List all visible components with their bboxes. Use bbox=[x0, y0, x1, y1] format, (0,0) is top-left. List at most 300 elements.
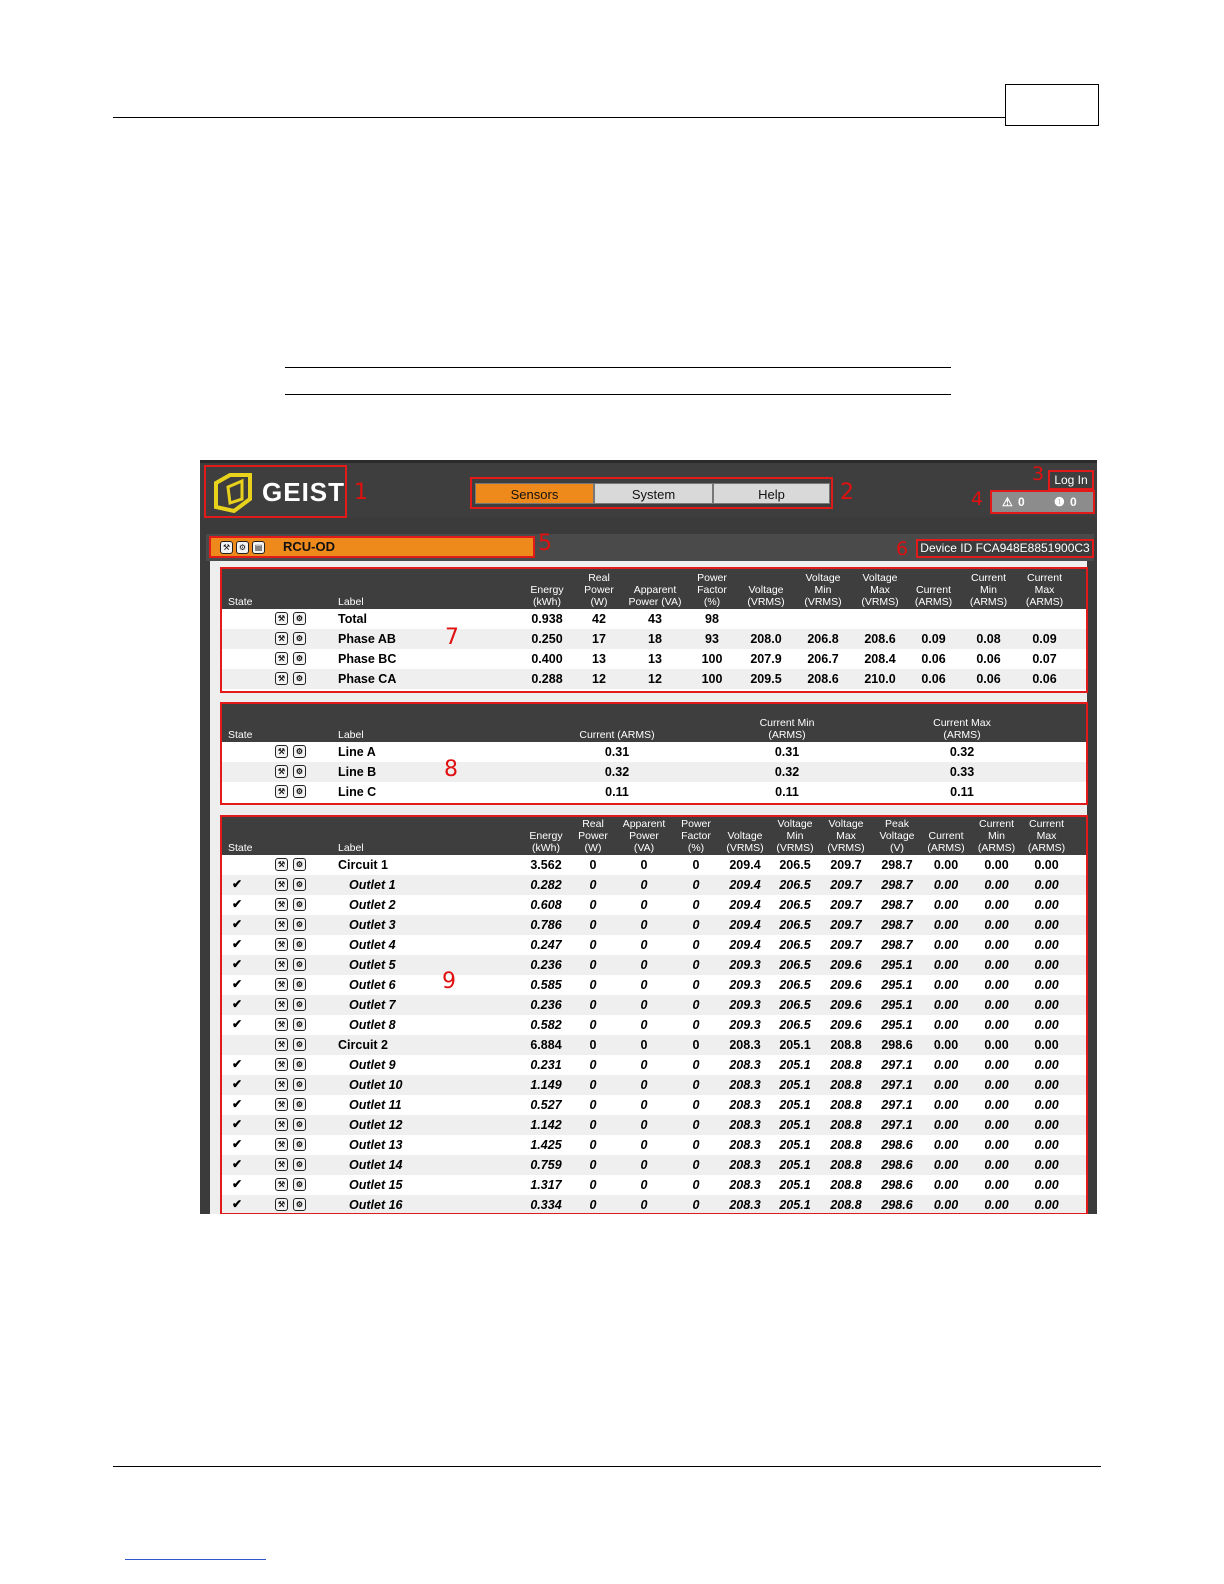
table-row bbox=[222, 915, 1086, 935]
value-cell: 205.1 bbox=[779, 1138, 811, 1152]
column-header: Voltage Max (VRMS) bbox=[827, 818, 865, 854]
value-cell: 0 bbox=[589, 918, 597, 932]
value-cell: 298.6 bbox=[881, 1158, 913, 1172]
value-cell: 0 bbox=[692, 1078, 700, 1092]
value-cell: 0.00 bbox=[984, 1078, 1009, 1092]
gear-icon[interactable]: ⚙ bbox=[293, 1158, 306, 1171]
value-cell: 0 bbox=[692, 958, 700, 972]
wrench-icon[interactable]: ⚒ bbox=[275, 632, 288, 645]
row-label: Phase AB bbox=[338, 632, 396, 646]
column-header: Energy (kWh) bbox=[529, 830, 563, 854]
gear-icon[interactable]: ⚙ bbox=[293, 1098, 306, 1111]
gear-icon[interactable]: ⚙ bbox=[293, 858, 306, 871]
column-header: Power Factor (%) bbox=[697, 572, 727, 608]
row-label: Line C bbox=[338, 785, 377, 799]
table-row bbox=[222, 1135, 1086, 1155]
value-cell: 208.8 bbox=[830, 1118, 862, 1132]
wrench-icon[interactable]: ⚒ bbox=[275, 765, 288, 778]
value-cell: 42 bbox=[592, 612, 606, 626]
gear-icon[interactable]: ⚙ bbox=[293, 652, 306, 665]
wrench-icon[interactable]: ⚒ bbox=[275, 1118, 288, 1131]
value-cell: 209.3 bbox=[729, 1018, 761, 1032]
value-cell: 0 bbox=[589, 1158, 597, 1172]
header-rule bbox=[113, 117, 1006, 118]
row-label: Outlet 3 bbox=[349, 918, 396, 932]
value-cell: 298.6 bbox=[881, 1038, 913, 1052]
value-cell: 0.31 bbox=[604, 745, 630, 759]
row-label: Phase BC bbox=[338, 652, 397, 666]
value-cell: 0.00 bbox=[933, 1058, 959, 1072]
value-cell: 209.3 bbox=[729, 978, 761, 992]
gear-icon[interactable]: ⚙ bbox=[293, 958, 306, 971]
device-id: Device ID FCA948E8851900C3 bbox=[916, 539, 1094, 558]
gear-icon[interactable]: ⚙ bbox=[293, 898, 306, 911]
value-cell: 209.7 bbox=[830, 858, 862, 872]
value-cell: 0.00 bbox=[933, 858, 959, 872]
value-cell: 210.0 bbox=[864, 672, 896, 686]
value-cell: 208.3 bbox=[729, 1038, 761, 1052]
table-row bbox=[222, 1155, 1086, 1175]
value-cell: 298.6 bbox=[881, 1138, 913, 1152]
value-cell: 0.247 bbox=[530, 938, 562, 952]
table-row bbox=[222, 855, 1086, 875]
value-cell: 205.1 bbox=[779, 1118, 811, 1132]
value-cell: 0 bbox=[589, 1118, 597, 1132]
row-label: Outlet 16 bbox=[349, 1198, 403, 1212]
value-cell: 18 bbox=[648, 632, 662, 646]
value-cell: 205.1 bbox=[779, 1038, 811, 1052]
value-cell: 206.8 bbox=[807, 632, 839, 646]
value-cell: 0.00 bbox=[933, 878, 959, 892]
value-cell: 0 bbox=[692, 1178, 700, 1192]
value-cell: 0.00 bbox=[933, 1178, 959, 1192]
gear-icon[interactable]: ⚙ bbox=[293, 1198, 306, 1211]
value-cell: 208.3 bbox=[729, 1158, 761, 1172]
check-icon: ✔ bbox=[232, 1097, 243, 1111]
value-cell: 0 bbox=[640, 1178, 648, 1192]
value-cell: 0.00 bbox=[1034, 918, 1059, 932]
value-cell: 295.1 bbox=[881, 958, 913, 972]
gear-icon[interactable]: ⚙ bbox=[293, 1058, 306, 1071]
value-cell: 0 bbox=[640, 898, 648, 912]
wrench-icon[interactable]: ⚒ bbox=[275, 612, 288, 625]
value-cell: 0.00 bbox=[1034, 938, 1059, 952]
value-cell: 0 bbox=[692, 938, 700, 952]
value-cell: 209.4 bbox=[729, 858, 761, 872]
value-cell: 0.00 bbox=[984, 1138, 1009, 1152]
value-cell: 0 bbox=[589, 898, 597, 912]
gear-icon[interactable]: ⚙ bbox=[293, 1078, 306, 1091]
column-header: Energy (kWh) bbox=[530, 584, 564, 608]
tab-sensors[interactable]: Sensors bbox=[475, 483, 594, 504]
value-cell: 298.7 bbox=[881, 878, 913, 892]
value-cell: 205.1 bbox=[779, 1178, 811, 1192]
tab-help[interactable]: Help bbox=[713, 483, 830, 504]
column-header: Label bbox=[338, 842, 364, 854]
wrench-icon[interactable]: ⚒ bbox=[275, 652, 288, 665]
table-row bbox=[222, 1055, 1086, 1075]
value-cell: 0.06 bbox=[921, 672, 946, 686]
table-row bbox=[222, 1095, 1086, 1115]
value-cell: 0.08 bbox=[976, 632, 1001, 646]
column-header: Current (ARMS) bbox=[914, 584, 953, 608]
value-cell: 0.07 bbox=[1032, 652, 1057, 666]
value-cell: 0.32 bbox=[604, 765, 630, 779]
footer-link-underline bbox=[125, 1559, 266, 1560]
gear-icon[interactable]: ⚙ bbox=[293, 632, 306, 645]
value-cell: 297.1 bbox=[881, 1058, 913, 1072]
value-cell: 0 bbox=[640, 1118, 648, 1132]
value-cell: 0 bbox=[640, 878, 648, 892]
wrench-icon[interactable]: ⚒ bbox=[275, 858, 288, 871]
value-cell: 0.00 bbox=[984, 958, 1009, 972]
gear-icon[interactable]: ⚙ bbox=[293, 612, 306, 625]
value-cell: 297.1 bbox=[881, 1118, 913, 1132]
value-cell: 208.3 bbox=[729, 1078, 761, 1092]
value-cell: 0.582 bbox=[530, 1018, 562, 1032]
value-cell: 0 bbox=[692, 1158, 700, 1172]
gear-icon[interactable]: ⚙ bbox=[293, 938, 306, 951]
value-cell: 298.7 bbox=[881, 858, 913, 872]
column-header: Apparent Power (VA) bbox=[628, 584, 682, 608]
value-cell: 0 bbox=[589, 958, 597, 972]
table-row bbox=[222, 782, 1086, 802]
value-cell: 297.1 bbox=[881, 1078, 913, 1092]
value-cell: 205.1 bbox=[779, 1198, 811, 1212]
row-label: Outlet 13 bbox=[349, 1138, 403, 1152]
column-header: Voltage Min (VRMS) bbox=[776, 818, 814, 854]
value-cell: 13 bbox=[648, 652, 662, 666]
row-label: Circuit 2 bbox=[338, 1038, 389, 1052]
table-row bbox=[222, 649, 1086, 669]
value-cell: 208.3 bbox=[729, 1198, 761, 1212]
value-cell: 0 bbox=[640, 938, 648, 952]
value-cell: 0 bbox=[692, 898, 700, 912]
gear-icon[interactable]: ⚙ bbox=[293, 1118, 306, 1131]
table-row bbox=[222, 609, 1086, 629]
gear-icon[interactable]: ⚙ bbox=[293, 1178, 306, 1191]
value-cell: 295.1 bbox=[881, 1018, 913, 1032]
value-cell: 0.33 bbox=[949, 765, 975, 779]
wrench-icon[interactable]: ⚒ bbox=[275, 672, 288, 685]
check-icon: ✔ bbox=[232, 1157, 243, 1171]
value-cell: 0.00 bbox=[933, 978, 959, 992]
trash-icon[interactable]: ▤ bbox=[252, 541, 265, 554]
value-cell: 0.31 bbox=[774, 745, 800, 759]
warning-count: 0 bbox=[1018, 495, 1025, 509]
value-cell: 0 bbox=[589, 878, 597, 892]
value-cell: 0.00 bbox=[1034, 1158, 1059, 1172]
table-row bbox=[222, 975, 1086, 995]
logo-text: GEIST bbox=[262, 477, 346, 507]
gear-icon[interactable]: ⚙ bbox=[293, 1038, 306, 1051]
login-button[interactable]: Log In bbox=[1048, 470, 1094, 490]
value-cell: 1.142 bbox=[530, 1118, 562, 1132]
value-cell: 0.00 bbox=[984, 1038, 1009, 1052]
value-cell: 208.3 bbox=[729, 1098, 761, 1112]
value-cell: 0.11 bbox=[950, 785, 974, 799]
value-cell: 0.00 bbox=[933, 1018, 959, 1032]
wrench-icon[interactable]: ⚒ bbox=[275, 918, 288, 931]
line-table bbox=[220, 702, 1088, 805]
value-cell: 0.32 bbox=[774, 765, 800, 779]
value-cell: 0.236 bbox=[530, 958, 562, 972]
caption-rule-bottom bbox=[285, 394, 951, 395]
table-row bbox=[222, 762, 1086, 782]
gear-icon[interactable]: ⚙ bbox=[293, 1138, 306, 1151]
value-cell: 206.5 bbox=[779, 938, 811, 952]
value-cell: 0.09 bbox=[1032, 632, 1057, 646]
value-cell: 0.236 bbox=[530, 998, 562, 1012]
table-row bbox=[222, 629, 1086, 649]
value-cell: 206.5 bbox=[779, 858, 811, 872]
value-cell: 209.7 bbox=[830, 898, 862, 912]
value-cell: 0.527 bbox=[530, 1098, 562, 1112]
wrench-icon[interactable]: ⚒ bbox=[275, 1038, 288, 1051]
gear-icon[interactable]: ⚙ bbox=[293, 785, 306, 798]
value-cell: 0.00 bbox=[1034, 1018, 1059, 1032]
value-cell: 208.3 bbox=[729, 1138, 761, 1152]
check-icon: ✔ bbox=[232, 977, 243, 991]
value-cell: 0.00 bbox=[933, 998, 959, 1012]
gear-icon[interactable]: ⚙ bbox=[293, 878, 306, 891]
alarm-icon: ❶ bbox=[1054, 495, 1065, 509]
value-cell: 3.562 bbox=[530, 858, 562, 872]
value-cell: 208.8 bbox=[830, 1178, 862, 1192]
value-cell: 17 bbox=[592, 632, 606, 646]
column-header: Peak Voltage (V) bbox=[879, 818, 915, 854]
row-label: Outlet 10 bbox=[349, 1078, 403, 1092]
value-cell: 0.231 bbox=[530, 1058, 562, 1072]
value-cell: 298.7 bbox=[881, 938, 913, 952]
geist-ui-screenshot bbox=[200, 460, 1097, 1214]
row-label: Outlet 11 bbox=[349, 1098, 402, 1112]
value-cell: 100 bbox=[701, 652, 723, 666]
gear-icon[interactable]: ⚙ bbox=[293, 1018, 306, 1031]
value-cell: 0 bbox=[640, 958, 648, 972]
value-cell: 205.1 bbox=[779, 1058, 811, 1072]
row-label: Line B bbox=[338, 765, 377, 779]
device-name: RCU-OD bbox=[283, 539, 335, 554]
callout-8: 8 bbox=[444, 757, 458, 782]
gear-icon[interactable]: ⚙ bbox=[293, 998, 306, 1011]
column-header: Current Max (ARMS) bbox=[933, 717, 991, 741]
value-cell: 208.8 bbox=[830, 1038, 862, 1052]
wrench-icon[interactable]: ⚒ bbox=[275, 1058, 288, 1071]
value-cell: 0.250 bbox=[531, 632, 563, 646]
value-cell: 0.00 bbox=[1034, 978, 1059, 992]
column-header: Current Min (ARMS) bbox=[977, 818, 1016, 854]
value-cell: 0.608 bbox=[530, 898, 562, 912]
value-cell: 0 bbox=[589, 1178, 597, 1192]
value-cell: 12 bbox=[592, 672, 606, 686]
check-icon: ✔ bbox=[232, 897, 243, 911]
table-row bbox=[222, 1195, 1086, 1214]
value-cell: 0.00 bbox=[984, 938, 1009, 952]
value-cell: 206.7 bbox=[807, 652, 839, 666]
wrench-icon[interactable]: ⚒ bbox=[275, 1178, 288, 1191]
row-label: Total bbox=[338, 612, 367, 626]
value-cell: 0.00 bbox=[984, 1058, 1009, 1072]
value-cell: 0.288 bbox=[531, 672, 563, 686]
value-cell: 208.8 bbox=[830, 1198, 862, 1212]
wrench-icon[interactable]: ⚒ bbox=[275, 878, 288, 891]
alarm-count: 0 bbox=[1070, 495, 1077, 509]
value-cell: 0.00 bbox=[933, 1198, 959, 1212]
callout-3: 3 bbox=[1032, 463, 1045, 485]
wrench-icon[interactable]: ⚒ bbox=[220, 541, 233, 554]
value-cell: 209.4 bbox=[729, 878, 761, 892]
column-header: State bbox=[228, 596, 253, 608]
wrench-icon[interactable]: ⚒ bbox=[275, 1078, 288, 1091]
value-cell: 1.425 bbox=[530, 1138, 562, 1152]
column-header: State bbox=[228, 729, 253, 741]
row-label: Line A bbox=[338, 745, 376, 759]
value-cell: 0 bbox=[692, 878, 700, 892]
warning-icon: ⚠ bbox=[1002, 495, 1013, 509]
nav-tabs bbox=[470, 477, 833, 509]
column-header: Current Min (ARMS) bbox=[759, 717, 815, 741]
table-row bbox=[222, 895, 1086, 915]
value-cell: 0.00 bbox=[1034, 898, 1059, 912]
row-label: Phase CA bbox=[338, 672, 397, 686]
value-cell: 0 bbox=[692, 1198, 700, 1212]
logo[interactable] bbox=[204, 465, 347, 518]
value-cell: 0.00 bbox=[933, 1078, 959, 1092]
value-cell: 6.884 bbox=[530, 1038, 562, 1052]
check-icon: ✔ bbox=[232, 997, 243, 1011]
wrench-icon[interactable]: ⚒ bbox=[275, 898, 288, 911]
wrench-icon[interactable]: ⚒ bbox=[275, 1138, 288, 1151]
value-cell: 209.6 bbox=[830, 958, 862, 972]
row-label: Outlet 8 bbox=[349, 1018, 396, 1032]
value-cell: 208.3 bbox=[729, 1178, 761, 1192]
table-row bbox=[222, 935, 1086, 955]
table-header bbox=[222, 817, 1086, 855]
row-label: Outlet 9 bbox=[349, 1058, 396, 1072]
value-cell: 0 bbox=[640, 1158, 648, 1172]
value-cell: 208.3 bbox=[729, 1058, 761, 1072]
value-cell: 295.1 bbox=[881, 998, 913, 1012]
table-row bbox=[222, 742, 1086, 762]
wrench-icon[interactable]: ⚒ bbox=[275, 1198, 288, 1211]
value-cell: 0 bbox=[640, 1098, 648, 1112]
value-cell: 208.4 bbox=[864, 652, 896, 666]
value-cell: 0.00 bbox=[1034, 1078, 1059, 1092]
gear-icon[interactable]: ⚙ bbox=[293, 765, 306, 778]
value-cell: 206.5 bbox=[779, 878, 811, 892]
value-cell: 0 bbox=[640, 1018, 648, 1032]
column-header: Current Min (ARMS) bbox=[969, 572, 1008, 608]
column-header: Power Factor (%) bbox=[681, 818, 711, 854]
value-cell: 206.5 bbox=[779, 998, 811, 1012]
value-cell: 208.8 bbox=[830, 1078, 862, 1092]
value-cell: 0.00 bbox=[933, 1038, 959, 1052]
column-header: Current Max (ARMS) bbox=[1025, 572, 1064, 608]
value-cell: 209.6 bbox=[830, 1018, 862, 1032]
value-cell: 0.400 bbox=[531, 652, 563, 666]
value-cell: 208.8 bbox=[830, 1138, 862, 1152]
value-cell: 298.7 bbox=[881, 898, 913, 912]
column-header: Current Max (ARMS) bbox=[1027, 818, 1066, 854]
row-label: Circuit 1 bbox=[338, 858, 389, 872]
value-cell: 208.3 bbox=[729, 1118, 761, 1132]
value-cell: 208.0 bbox=[750, 632, 782, 646]
value-cell: 0.282 bbox=[530, 878, 562, 892]
sensor-panel bbox=[210, 561, 1087, 1214]
value-cell: 0.00 bbox=[1034, 1178, 1059, 1192]
callout-2: 2 bbox=[840, 480, 854, 505]
caption-rule-top bbox=[285, 367, 951, 368]
value-cell: 0 bbox=[692, 858, 700, 872]
value-cell: 209.7 bbox=[830, 878, 862, 892]
alert-counters[interactable] bbox=[990, 490, 1095, 514]
value-cell: 0 bbox=[589, 1058, 597, 1072]
row-label: Outlet 14 bbox=[349, 1158, 403, 1172]
gear-icon[interactable]: ⚙ bbox=[293, 745, 306, 758]
value-cell: 0.00 bbox=[933, 898, 959, 912]
column-header: Apparent Power (VA) bbox=[622, 818, 666, 854]
value-cell: 205.1 bbox=[779, 1098, 811, 1112]
value-cell: 209.5 bbox=[750, 672, 782, 686]
wrench-icon[interactable]: ⚒ bbox=[275, 745, 288, 758]
value-cell: 0.00 bbox=[1034, 878, 1059, 892]
wrench-icon[interactable]: ⚒ bbox=[275, 998, 288, 1011]
gear-icon[interactable]: ⚙ bbox=[236, 541, 249, 554]
value-cell: 0.09 bbox=[921, 632, 946, 646]
column-header: Current (ARMS) bbox=[927, 830, 965, 854]
value-cell: 0.00 bbox=[933, 1098, 959, 1112]
value-cell: 0.06 bbox=[1032, 672, 1057, 686]
wrench-icon[interactable]: ⚒ bbox=[275, 958, 288, 971]
value-cell: 206.5 bbox=[779, 958, 811, 972]
row-label: Outlet 2 bbox=[349, 898, 396, 912]
gear-icon[interactable]: ⚙ bbox=[293, 672, 306, 685]
wrench-icon[interactable]: ⚒ bbox=[275, 1018, 288, 1031]
gear-icon[interactable]: ⚙ bbox=[293, 918, 306, 931]
value-cell: 98 bbox=[705, 612, 719, 626]
wrench-icon[interactable]: ⚒ bbox=[275, 938, 288, 951]
value-cell: 0.938 bbox=[531, 612, 563, 626]
value-cell: 1.149 bbox=[530, 1078, 562, 1092]
wrench-icon[interactable]: ⚒ bbox=[275, 978, 288, 991]
tab-system[interactable]: System bbox=[594, 483, 713, 504]
value-cell: 0.06 bbox=[976, 652, 1001, 666]
check-icon: ✔ bbox=[232, 1137, 243, 1151]
wrench-icon[interactable]: ⚒ bbox=[275, 1098, 288, 1111]
check-icon: ✔ bbox=[232, 1057, 243, 1071]
value-cell: 0.00 bbox=[984, 878, 1009, 892]
wrench-icon[interactable]: ⚒ bbox=[275, 785, 288, 798]
wrench-icon[interactable]: ⚒ bbox=[275, 1158, 288, 1171]
value-cell: 0 bbox=[692, 1018, 700, 1032]
value-cell: 0.00 bbox=[933, 1138, 959, 1152]
check-icon: ✔ bbox=[232, 877, 243, 891]
value-cell: 298.6 bbox=[881, 1198, 913, 1212]
value-cell: 0 bbox=[692, 978, 700, 992]
value-cell: 208.6 bbox=[807, 672, 839, 686]
value-cell: 1.317 bbox=[530, 1178, 562, 1192]
check-icon: ✔ bbox=[232, 1197, 243, 1211]
value-cell: 209.7 bbox=[830, 918, 862, 932]
gear-icon[interactable]: ⚙ bbox=[293, 978, 306, 991]
value-cell: 0 bbox=[589, 1198, 597, 1212]
table-header bbox=[222, 569, 1086, 609]
value-cell: 206.5 bbox=[779, 978, 811, 992]
value-cell: 209.4 bbox=[729, 938, 761, 952]
table-row bbox=[222, 1015, 1086, 1035]
value-cell: 209.6 bbox=[830, 978, 862, 992]
